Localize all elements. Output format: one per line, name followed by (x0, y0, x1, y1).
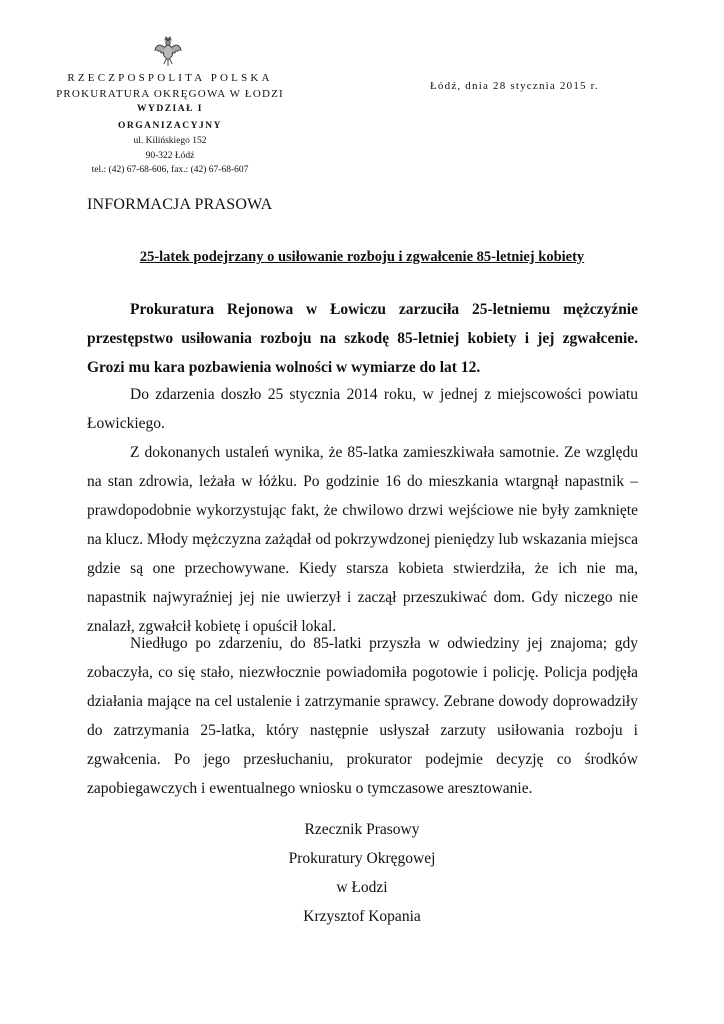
polish-eagle-emblem-icon (153, 34, 183, 68)
header-office: PROKURATURA OKRĘGOWA W ŁODZI (56, 88, 284, 100)
headline: 25-latek podejrzany o usiłowanie rozboju i zgwałcenie 85-letniej kobiety (139, 249, 585, 265)
header-republic: RZECZPOSPOLITA POLSKA (67, 72, 273, 84)
lead-paragraph: Prokuratura Rejonowa w Łowiczu zarzuciła 25-letniemu mężczyźnie przestępstwo usiłowania rozboju na szkodę 85-letniej kobiety i jej zgwałcenie. Grozi mu kara pozbawienia wolności w wymiarze do lat 12. (87, 301, 638, 376)
header-department-line2: ORGANIZACYJNY (118, 121, 222, 131)
header-department-line1: WYDZIAŁ I (136, 104, 204, 114)
header-postal: 90-322 Łódź (145, 151, 195, 161)
header-phones: tel.: (42) 67-68-606, fax.: (42) 67-68-607 (91, 165, 249, 175)
body-paragraph: Z dokonanych ustaleń wynika, że 85-latka zamieszkiwała samotnie. Ze względu na stan zdrowia, leżała w łóżku. Po godzinie 16 do mieszkania wtargnął napastnik – prawdopodobnie wykorzystując fakt, że chwilowo drzwi wejściowe nie były zamknięte na klucz. Młody mężczyzna zażądał od pokrzywdzonej pieniędzy lub wskazania miejsca gdzie są one przechowywane. Kiedy starsza kobieta stwierdziła, że ich nie ma, napastnik najwyraźniej jej nie uwierzył i zaczął przeszukiwać dom. Gdy niczego nie znalazł, zgwałcił kobietę i opuścił lokal. (87, 444, 638, 635)
body-paragraph: Do zdarzenia doszło 25 stycznia 2014 roku, w jednej z miejscowości powiatu Łowickiego. (87, 386, 638, 432)
document-date: Łódź, dnia 28 stycznia 2015 r. (430, 80, 599, 92)
signature-city: w Łodzi (336, 879, 388, 896)
document-type: INFORMACJA PRASOWA (87, 196, 273, 213)
header-street: ul. Kilińskiego 152 (133, 136, 207, 146)
signature-office: Prokuratury Okręgowej (288, 850, 436, 867)
signature-name: Krzysztof Kopania (303, 908, 421, 925)
body-paragraph: Niedługo po zdarzeniu, do 85-latki przyszła w odwiedziny jej znajoma; gdy zobaczyła, co się stało, niezwłocznie powiadomiła pogotowie i policję. Policja podjęła działania mające na cel ustalenie i zatrzymanie sprawcy. Zebrane dowody doprowadziły do zatrzymania 25-latka, który następnie usłyszał zarzuty usiłowania rozboju i zgwałcenia. Po jego przesłuchaniu, prokurator podejmie decyzję co środków zapobiegawczych i ewentualnego wniosku o tymczasowe aresztowanie. (87, 635, 638, 797)
signature-role: Rzecznik Prasowy (304, 821, 420, 838)
